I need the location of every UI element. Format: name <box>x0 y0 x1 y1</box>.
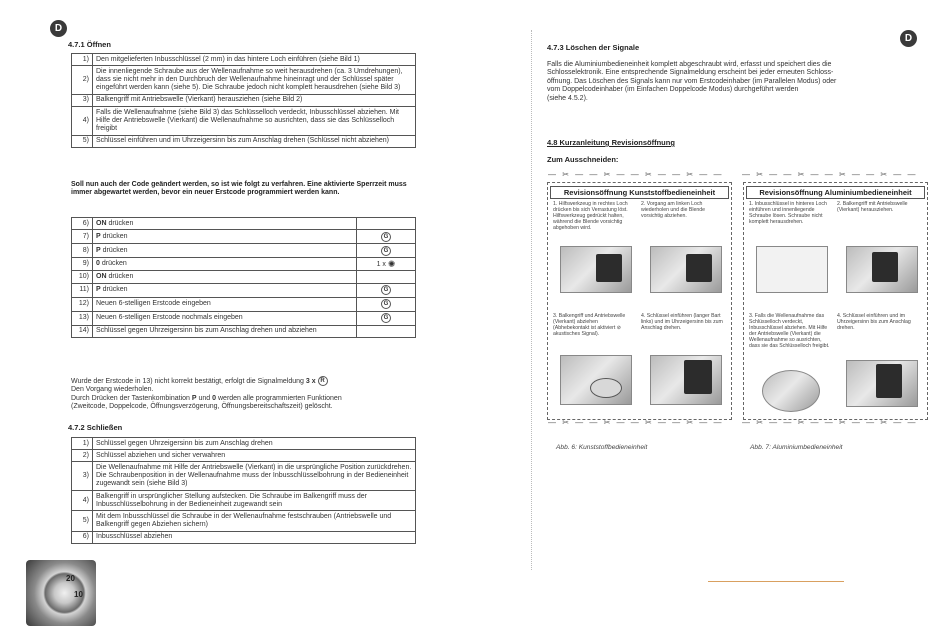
signal-cell <box>357 297 416 311</box>
table-row <box>72 271 416 283</box>
table-row <box>72 531 416 543</box>
aluminium-step-2: 2. Balkengriff mit Antriebswelle (Vierkant) herausziehen. <box>837 201 908 213</box>
table-row <box>72 325 416 337</box>
step-text-rest: drücken <box>100 286 128 294</box>
signal-delete-text <box>547 61 907 103</box>
step-text: Falls die Wellenaufnahme (siehe Bild 3) das Schlüsselloch verdeckt, Inbusschlüssel abziehen. Mit Hilfe der Antriebswelle (Vierkant) die Wellenaufnahme so ausrichten, dass sie das Schlüsselloch freigibt <box>93 107 416 136</box>
signal-cell <box>357 230 416 244</box>
code-change-warning: Soll nun auch der Code geändert werden, so ist wie folgt zu verfahren. Eine aktivierte Sperrzeit muss immer abgewartet werden, bevor ein neuer Erstcode programmiert werden kann. <box>71 181 407 197</box>
text-line: Falls die Aluminiumbedieneinheit komplett abgeschraubt wird, erfasst und speichert dies die <box>547 61 832 68</box>
step-text <box>93 297 357 311</box>
cut-line-top-right: — ✂ — — ✂ — — ✂ — — ✂ — — <box>742 170 918 179</box>
step-number: 1) <box>72 54 93 66</box>
signal-cell <box>357 325 416 337</box>
text-line: Schlosselektronik. Eine entsprechende Signalmeldung erscheint bei jeder erneuten Schloss- <box>547 69 834 77</box>
table-row <box>72 491 416 511</box>
step-text-rest: drücken <box>106 272 134 280</box>
kunststoff-step-3: 3. Balkengriff und Antriebswelle (Vierkant) abziehen (Abhebekontakt ist aktiviert ⊘ akustisches Signal). <box>553 313 626 337</box>
step-text: Den mitgelieferten Inbusschlüssel (2 mm) in das hintere Loch einführen (siehe Bild 1) <box>93 54 416 66</box>
kunststoff-step-1: 1. Hilfswerkzeug in rechtes Loch drücken bis sich Verrastung löst. Hilfswerkzeug gedrückt halten, während die Blende vorsichtig abgehoben wird. <box>553 201 628 231</box>
step-number: 1) <box>72 438 93 450</box>
table-row <box>72 218 416 230</box>
key-label: ON <box>96 219 107 227</box>
green-signal-icon: G <box>381 232 391 242</box>
card-aluminium-title: Revisionsöffnung Aluminiumbedieneinheit <box>746 186 925 199</box>
step-text: Balkengriff in ursprünglicher Stellung aufstecken. Die Schraube im Balkengriff muss der Inbusschlüsselbohrung in der Bedieneinheit zugewandt sein <box>93 491 416 511</box>
step-text: Schlüssel gegen Uhrzeigersinn bis zum Anschlag drehen <box>93 438 416 450</box>
step-number: 10) <box>72 271 93 283</box>
key-label: P <box>96 286 101 294</box>
step-text: Die innenliegende Schraube aus der Wellenaufnahme so weit herausdrehen (ca. 3 Umdrehungen), dass sie nicht mehr in den Durchbruch der Wellenaufnahme hineinragt und der Schlüssel später eingeführt werden kann (siehe 5). Die Schraube jedoch nicht komplett herausdrehen (siehe Bild 3) <box>93 66 416 95</box>
step-text <box>93 311 357 325</box>
step-text-rest: drücken <box>100 232 128 240</box>
step-number: 6) <box>72 218 93 230</box>
step-text: Balkengriff mit Antriebswelle (Vierkant) herausziehen (siehe Bild 2) <box>93 94 416 106</box>
key-label: ON <box>96 272 107 280</box>
retry-note <box>71 376 416 411</box>
card-kunststoff-title: Revisionsöffnung Kunststoffbedieneinheit <box>550 186 729 199</box>
signal-count: 1 x <box>376 260 386 268</box>
table-row <box>72 297 416 311</box>
green-signal-icon: G <box>381 285 391 295</box>
reset-note-b: werden alle programmierten Funktionen <box>216 394 342 402</box>
signal-cell <box>357 311 416 325</box>
table-row <box>72 135 416 147</box>
keypad-icon <box>876 364 902 398</box>
heading-4-7-3: 4.7.3 Löschen der Signale <box>547 43 640 52</box>
step-number: 4) <box>72 491 93 511</box>
decorative-line <box>708 581 844 582</box>
table-row <box>72 66 416 95</box>
step-text-rest: drücken <box>106 219 134 227</box>
aluminium-photo-1 <box>756 246 828 293</box>
kunststoff-step-2: 2. Vorgang am linken Loch wiederholen und die Blende vorsichtig abziehen. <box>641 201 706 219</box>
step-text <box>93 271 357 283</box>
step-number: 2) <box>72 450 93 462</box>
key-label: P <box>96 246 101 254</box>
table-close-steps <box>71 437 416 544</box>
table-row <box>72 94 416 106</box>
retry-note-line1: Wurde der Erstcode in 13) nicht korrekt bestätigt, erfolgt die Signalmeldung <box>71 377 304 385</box>
step-number: 5) <box>72 511 93 531</box>
table-row <box>72 54 416 66</box>
reset-note-und: und <box>196 394 213 402</box>
page-divider <box>531 30 532 570</box>
reset-note-a: Durch Drücken der Tastenkombination <box>71 394 192 402</box>
step-number: 7) <box>72 230 93 244</box>
text-line: öffnung. Das Löschen des Signals kann nur vom Erstcodeinhaber (im Parallelen Modus) oder <box>547 77 837 85</box>
key-label: 0 <box>212 394 217 402</box>
key-label: 0 <box>96 260 100 268</box>
burst-signal-icon: ✺ <box>387 258 396 269</box>
step-number: 8) <box>72 244 93 258</box>
green-signal-icon: G <box>381 299 391 309</box>
step-text-rest: Neuen 6-stelligen Erstcode eingeben <box>96 300 211 308</box>
signal-count: 3 x <box>305 377 316 385</box>
dial-number: 20 <box>66 574 75 583</box>
reset-note-line4: (Zweitcode, Doppelcode, Öffnungsverzögerung, Öffnungsbereitschaftszeit) gelöscht. <box>71 403 333 411</box>
retry-note-line2: Den Vorgang wiederholen. <box>71 386 154 394</box>
language-badge-right: D <box>900 30 917 47</box>
table-row <box>72 244 416 258</box>
aluminium-step-1: 1. Inbusschlüssel in hinteres Loch einführen und innenliegende Schraube lösen. Schraube nicht komplett herausdrehen. <box>749 201 827 225</box>
text-line: (siehe 4.5.2). <box>547 94 588 102</box>
caption-abb-7: Abb. 7: Aluminiumbedieneinheit <box>750 444 843 451</box>
heading-4-7-1: 4.7.1 Öffnen <box>68 40 111 49</box>
step-text-rest: drücken <box>99 260 127 268</box>
green-signal-icon: G <box>381 313 391 323</box>
step-text: Mit dem Inbusschlüssel die Schraube in der Wellenaufnahme festschrauben (Antriebswelle und Balkengriff gegen Abziehen sichern) <box>93 511 416 531</box>
step-number: 12) <box>72 297 93 311</box>
table-row <box>72 107 416 136</box>
keypad-icon <box>872 252 898 282</box>
cut-line-bottom-right: — ✂ — — ✂ — — ✂ — — ✂ — — <box>742 418 918 427</box>
heading-4-8: 4.8 Kurzanleitung Revisionsöffnung <box>547 138 675 147</box>
heading-4-7-2: 4.7.2 Schließen <box>68 423 123 432</box>
dial-number: 10 <box>74 590 83 599</box>
step-text <box>93 218 357 230</box>
kunststoff-step-4: 4. Schlüssel einführen (langer Bart links) und im Uhrzeigersinn bis zum Anschlag drehen. <box>641 313 723 331</box>
step-text <box>93 325 357 337</box>
language-badge-left: D <box>50 20 67 37</box>
step-text: Inbusschlüssel abziehen <box>93 531 416 543</box>
table-row <box>72 311 416 325</box>
table-row <box>72 462 416 491</box>
signal-cell <box>357 258 416 271</box>
cut-line-top-left: — ✂ — — ✂ — — ✂ — — ✂ — — <box>548 170 724 179</box>
caption-abb-6: Abb. 6: Kunststoffbedieneinheit <box>556 444 648 451</box>
signal-cell <box>357 244 416 258</box>
step-number: 13) <box>72 311 93 325</box>
red-signal-icon: R <box>318 376 328 386</box>
step-text: Schlüssel abziehen und sicher verwahren <box>93 450 416 462</box>
keypad-icon <box>596 254 622 282</box>
step-text <box>93 230 357 244</box>
step-text: Die Wellenaufnahme mit Hilfe der Antriebswelle (Vierkant) in die ursprüngliche Position zurückdrehen. Die Schraubenposition in der Wellenaufnahme muss der Inbusschlüsselbohrung in der Bedieneinheit zugewandt sein (siehe Bild 3) <box>93 462 416 491</box>
table-row <box>72 258 416 271</box>
table-open-steps <box>71 53 416 148</box>
step-number: 4) <box>72 107 93 136</box>
step-text-rest: Neuen 6-stelligen Erstcode nochmals eingeben <box>96 314 243 322</box>
step-number: 6) <box>72 531 93 543</box>
aluminium-step-3: 3. Falls die Wellenaufnahme das Schlüsselloch verdeckt, Inbusschlüssel abziehen. Mit Hilfe der Antriebswelle (Vierkant) die Wellenaufnahme so ausrichten, dass sie das Schlüsselloch freigibt. <box>749 313 830 349</box>
step-text <box>93 283 357 297</box>
step-number: 2) <box>72 66 93 95</box>
balkengriff-icon <box>590 378 622 398</box>
step-text: Schlüssel einführen und im Uhrzeigersinn bis zum Anschlag drehen (Schlüssel nicht abziehen) <box>93 135 416 147</box>
step-number: 14) <box>72 325 93 337</box>
keypad-icon <box>684 360 712 394</box>
text-line: vom Doppelcodeinhaber (im Einfachen Doppelcode Modus) durchgeführt werden <box>547 86 799 94</box>
table-row <box>72 283 416 297</box>
aluminium-step-4: 4. Schlüssel einführen und im Uhrzeigersinn bis zum Anschlag drehen. <box>837 313 911 331</box>
signal-cell <box>357 218 416 230</box>
step-number: 3) <box>72 462 93 491</box>
signal-cell <box>357 283 416 297</box>
table-row <box>72 450 416 462</box>
step-text <box>93 244 357 258</box>
step-number: 11) <box>72 283 93 297</box>
aluminium-photo-3 <box>762 370 820 412</box>
step-number: 9) <box>72 258 93 271</box>
green-signal-icon: G <box>381 246 391 256</box>
key-label: P <box>191 394 197 402</box>
cutout-label: Zum Ausschneiden: <box>547 155 619 164</box>
step-text-rest: drücken <box>100 246 128 254</box>
table-row <box>72 438 416 450</box>
step-number: 3) <box>72 94 93 106</box>
cut-line-bottom-left: — ✂ — — ✂ — — ✂ — — ✂ — — <box>548 418 724 427</box>
table-row <box>72 230 416 244</box>
step-number: 5) <box>72 135 93 147</box>
step-text <box>93 258 357 271</box>
combination-dial-photo <box>26 560 96 626</box>
signal-cell <box>357 271 416 283</box>
step-text-rest: Schlüssel gegen Uhrzeigersinn bis zum Anschlag drehen und abziehen <box>96 327 317 335</box>
keypad-icon <box>686 254 712 282</box>
table-row <box>72 511 416 531</box>
table-code-steps <box>71 217 416 338</box>
key-label: P <box>96 232 101 240</box>
